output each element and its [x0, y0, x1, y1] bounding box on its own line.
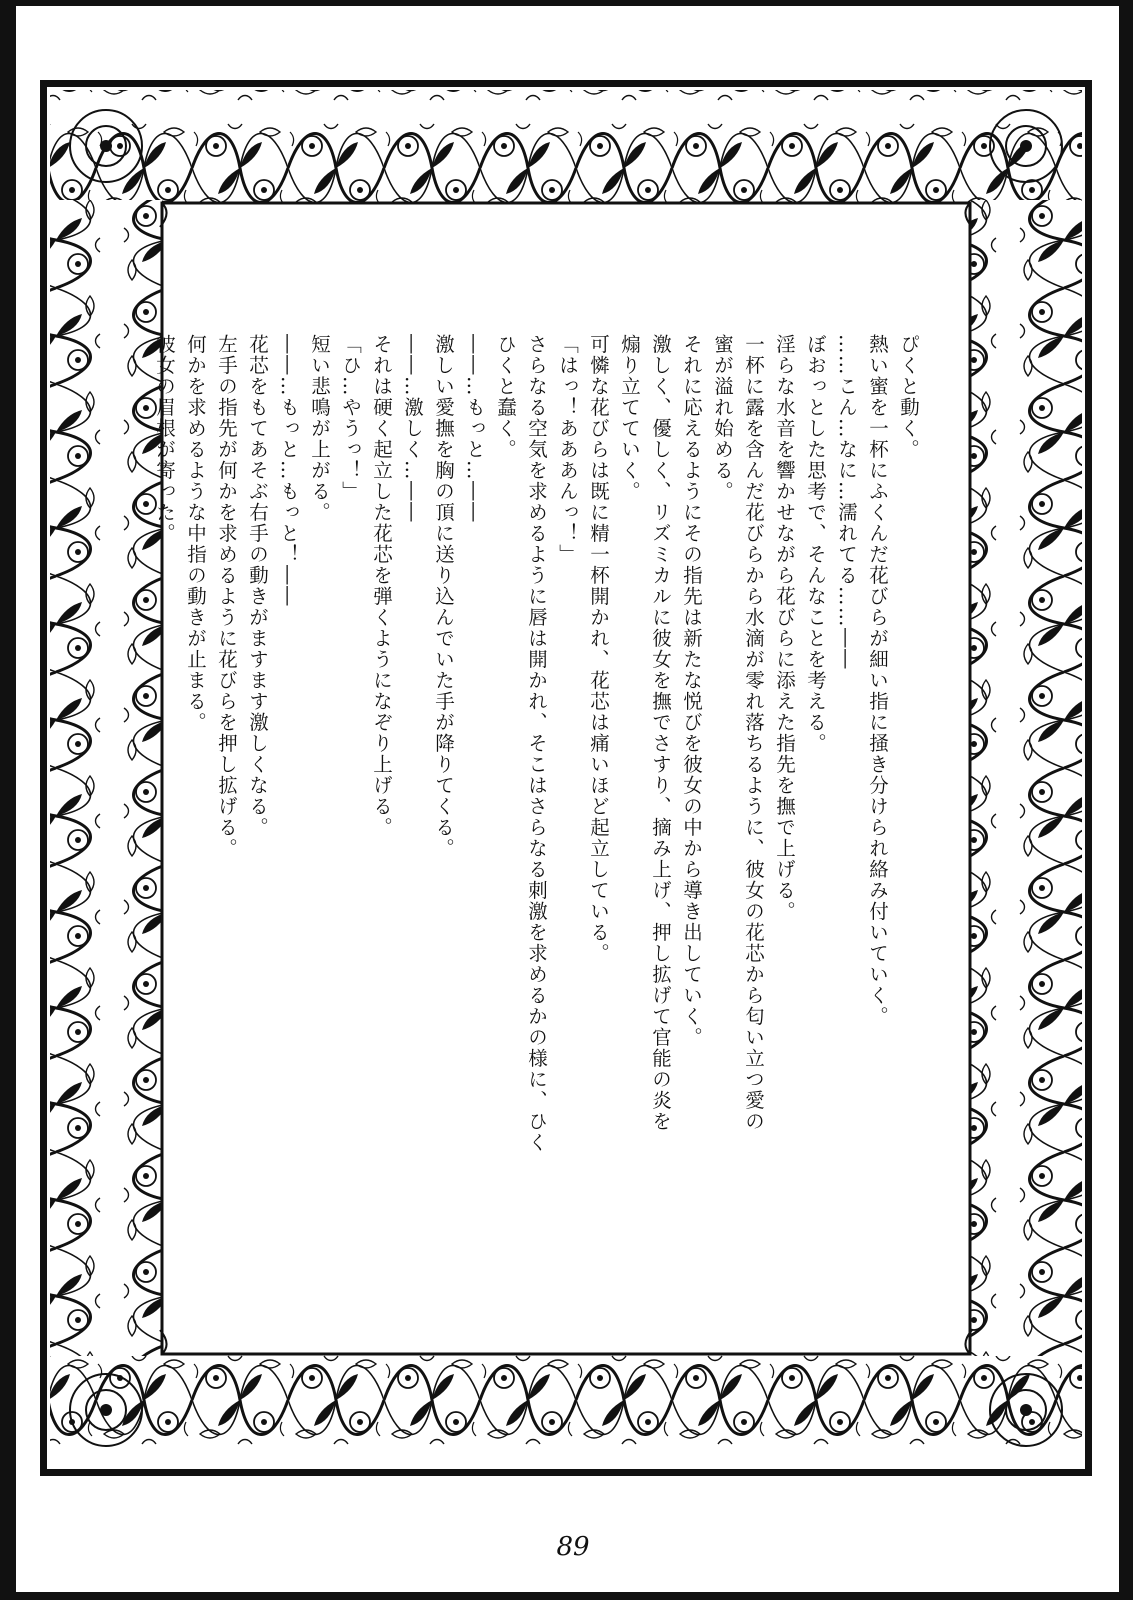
story-line: ――…激しく…――: [401, 334, 424, 523]
story-line: 一杯に露を含んだ花びらから水滴が零れ落ちるように、彼女の花芯から匂い立つ愛の: [742, 334, 765, 1132]
story-line: 短い悲鳴が上がる。: [308, 334, 331, 523]
story-line: 可憐な花びらは既に精一杯開かれ、花芯は痛いほど起立している。: [587, 334, 610, 964]
story-line: ぴくと動く。: [897, 334, 920, 460]
story-line: それは硬く起立した花芯を弾くようになぞり上げる。: [370, 334, 393, 838]
story-line: 花芯をもてあそぶ右手の動きがますます激しくなる。: [246, 334, 269, 838]
story-line: ――…もっと…もっと！――: [277, 334, 300, 607]
story-line: 煽り立てていく。: [618, 334, 641, 502]
story-line: 「ひ…やうっ！」: [339, 334, 362, 502]
story-line: 左手の指先が何かを求めるように花びらを押し拡げる。: [215, 334, 238, 859]
story-line: それに応えるようにその指先は新たな悦びを彼女の中から導き出していく。: [680, 334, 703, 1048]
story-line: 何かを求めるような中指の動きが止まる。: [184, 334, 207, 733]
story-line: ひくと蠢く。: [494, 334, 517, 460]
story-line: 蜜が溢れ始める。: [711, 334, 734, 502]
story-line: 熱い蜜を一杯にふくんだ花びらが細い指に掻き分けられ絡み付いていく。: [866, 334, 889, 1027]
story-line: 激しく、優しく、リズミカルに彼女を撫でさすり、摘み上げ、押し拡げて官能の炎を: [649, 334, 672, 1132]
story-line: ぼおっとした思考で、そんなことを考える。: [804, 334, 827, 754]
story-line: 「はっ！あああんっ！」: [556, 334, 579, 565]
page-number: 89: [556, 1532, 590, 1562]
story-line: 淫らな水音を響かせながら花びらに添えた指先を撫で上げる。: [773, 334, 796, 922]
story-line: 激しい愛撫を胸の頂に送り込んでいた手が降りてくる。: [432, 334, 455, 859]
story-line: さらなる空気を求めるように唇は開かれ、そこはさらなる刺激を求めるかの様に、ひく: [525, 334, 548, 1153]
story-line: ……こん…なに…濡れてる……――: [835, 334, 858, 670]
story-text: [153, 334, 924, 1153]
story-line: ――…もっと…――: [463, 334, 486, 523]
story-line: 彼女の眉根が寄った。: [153, 334, 176, 544]
